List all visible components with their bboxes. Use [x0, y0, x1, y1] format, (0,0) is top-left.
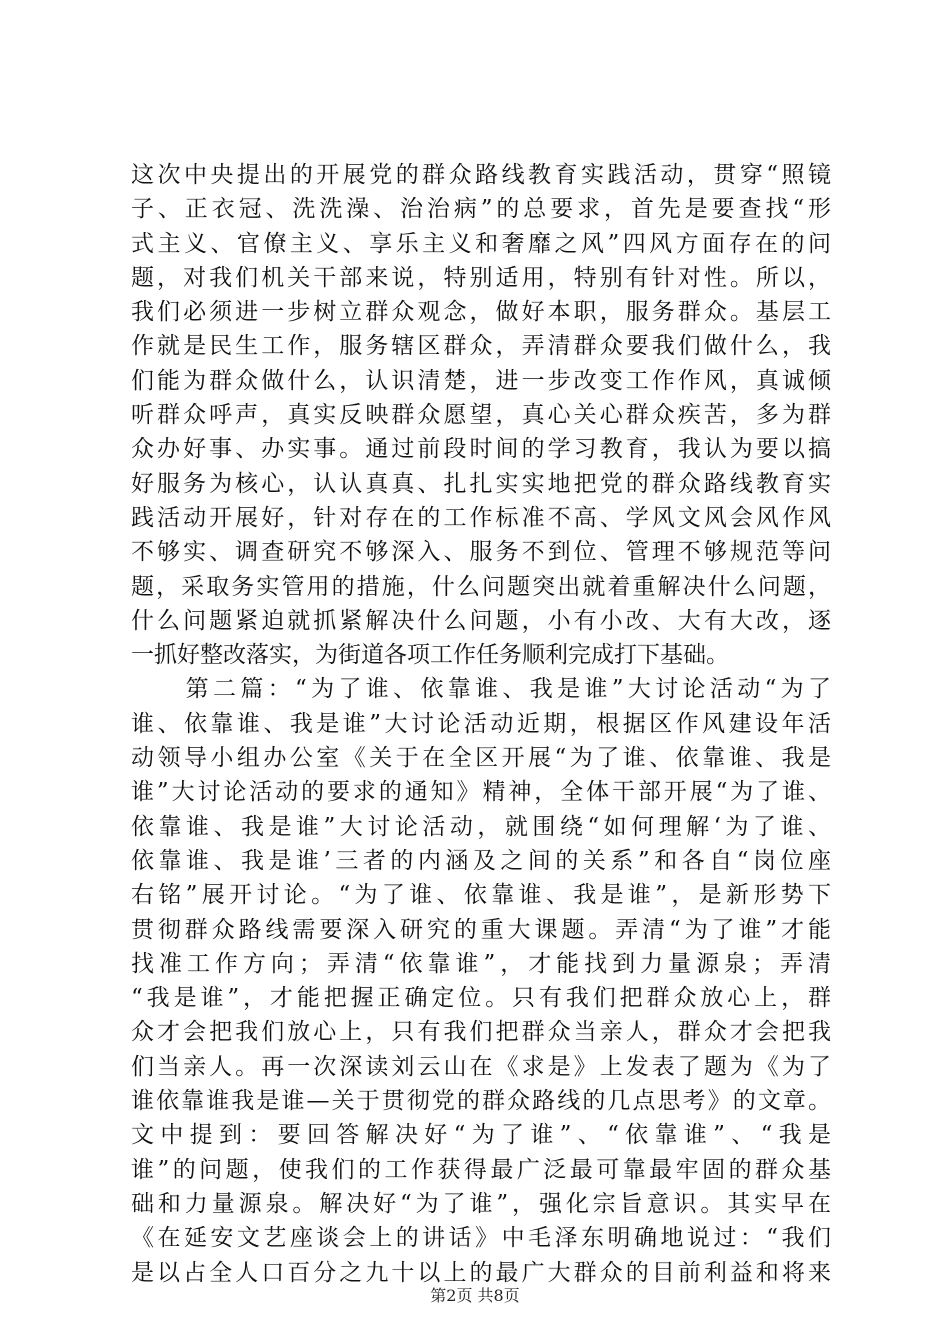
text-line-26: 众才会把我们放心上，只有我们把群众当亲人，群众才会把我 [131, 1019, 831, 1046]
text-line-29: 文中提到：要回答解决好“为了谁”、“依靠谁”、“我是 [131, 1122, 831, 1149]
text-line-33: 是以占全人口百分之九十以上的最广大群众的目前利益和将来 [131, 1259, 831, 1286]
text-line-28: 谁依靠谁我是谁—关于贯彻党的群众路线的几点思考》的文章。 [131, 1088, 831, 1115]
text-line-17: 谁、依靠谁、我是谁”大讨论活动近期，根据区作风建设年活 [131, 710, 831, 737]
text-line-10: 好服务为核心，认认真真、扎扎实实地把党的群众路线教育实 [131, 470, 831, 497]
text-line-22: 右铭”展开讨论。“为了谁、依靠谁、我是谁”，是新形势下 [131, 882, 831, 909]
text-line-16: 第二篇：“为了谁、依靠谁、我是谁”大讨论活动“为了 [131, 676, 831, 703]
text-line-12: 不够实、调查研究不够深入、服务不到位、管理不够规范等问 [131, 539, 831, 566]
text-line-9: 众办好事、办实事。通过前段时间的学习教育，我认为要以搞 [131, 436, 831, 463]
text-line-23: 贯彻群众路线需要深入研究的重大课题。弄清“为了谁”才能 [131, 916, 831, 943]
text-line-7: 们能为群众做什么，认识清楚，进一步改变工作作风，真诚倾 [131, 367, 831, 394]
text-line-14: 什么问题紧迫就抓紧解决什么问题，小有小改、大有大改，逐 [131, 607, 831, 634]
text-line-3: 式主义、官僚主义、享乐主义和奢靡之风”四风方面存在的问 [131, 230, 831, 257]
text-line-4: 题，对我们机关干部来说，特别适用，特别有针对性。所以， [131, 264, 831, 291]
text-line-15: 一抓好整改落实，为街道各项工作任务顺利完成打下基础。 [131, 642, 729, 669]
text-line-19: 谁”大讨论活动的要求的通知》精神，全体干部开展“为了谁、 [131, 779, 831, 806]
text-line-6: 作就是民生工作，服务辖区群众，弄清群众要我们做什么，我 [131, 333, 831, 360]
document-body [131, 158, 831, 1290]
text-line-5: 我们必须进一步树立群众观念，做好本职，服务群众。基层工 [131, 299, 831, 326]
page-number-footer: 第2页 共8页 [430, 1286, 520, 1305]
text-line-8: 听群众呼声，真实反映群众愿望，真心关心群众疾苦，多为群 [131, 402, 831, 429]
text-line-25: “我是谁”，才能把握正确定位。只有我们把群众放心上，群 [131, 985, 831, 1012]
text-line-31: 础和力量源泉。解决好“为了谁”，强化宗旨意识。其实早在 [131, 1190, 831, 1217]
text-line-21: 依靠谁、我是谁’三者的内涵及之间的关系”和各自“岗位座 [131, 847, 831, 874]
text-line-20: 依靠谁、我是谁”大讨论活动，就围绕“如何理解‘为了谁、 [131, 813, 831, 840]
text-line-11: 践活动开展好，针对存在的工作标准不高、学风文风会风作风 [131, 504, 831, 531]
text-line-24: 找准工作方向；弄清“依靠谁”，才能找到力量源泉；弄清 [131, 950, 831, 977]
text-line-32: 《在延安文艺座谈会上的讲话》中毛泽东明确地说过：“我们 [131, 1225, 831, 1252]
text-line-18: 动领导小组办公室《关于在全区开展“为了谁、依靠谁、我是 [131, 745, 831, 772]
text-line-30: 谁”的问题，使我们的工作获得最广泛最可靠最牢固的群众基 [131, 1156, 831, 1183]
text-line-27: 们当亲人。再一次深读刘云山在《求是》上发表了题为《为了 [131, 1053, 831, 1080]
text-line-13: 题，采取务实管用的措施，什么问题突出就着重解决什么问题， [131, 573, 831, 600]
text-line-2: 子、正衣冠、洗洗澡、治治病”的总要求，首先是要查找“形 [131, 196, 831, 223]
text-line-1: 这次中央提出的开展党的群众路线教育实践活动，贯穿“照镜 [131, 162, 831, 188]
